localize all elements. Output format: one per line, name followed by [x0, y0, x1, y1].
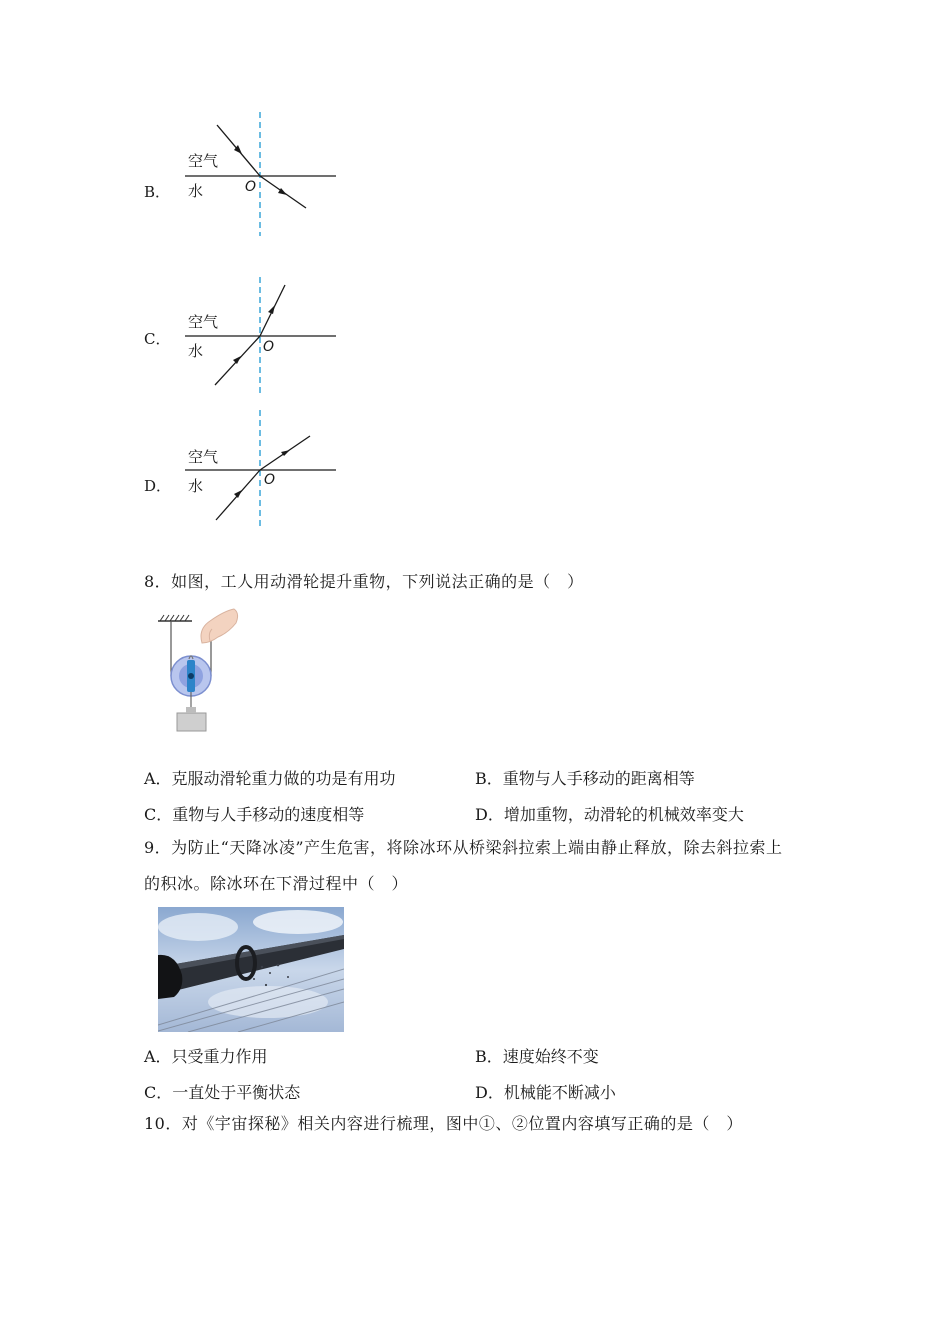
option-b-refraction-diagram [180, 110, 350, 240]
hand-icon [201, 609, 238, 643]
label-water: 水 [188, 342, 204, 360]
ice-removal-ring-photo [158, 907, 344, 1032]
label-water: 水 [188, 477, 204, 495]
arrow-icon [234, 490, 242, 498]
label-air: 空气 [188, 313, 219, 331]
q9-choice-a[interactable]: A．只受重力作用 [144, 1047, 268, 1066]
label-air: 空气 [188, 152, 219, 170]
label-water: 水 [188, 182, 204, 200]
q8-choice-b[interactable]: B．重物与人手移动的距离相等 [475, 769, 695, 788]
question-10-stem: 10．对《宇宙探秘》相关内容进行梳理，图中①、②位置内容填写正确的是（ ） [144, 1114, 743, 1133]
q8-choice-d[interactable]: D．增加重物，动滑轮的机械效率变大 [475, 805, 744, 824]
label-point: O [264, 472, 276, 488]
option-c-letter: C． [144, 330, 171, 348]
q8-choice-c[interactable]: C．重物与人手移动的速度相等 [144, 805, 365, 824]
option-b-letter: B． [144, 183, 171, 201]
q9-choice-d[interactable]: D．机械能不断减小 [475, 1083, 616, 1102]
option-c-refraction-diagram [180, 275, 350, 400]
label-point: O [245, 179, 257, 195]
question-9-stem-line-2: 的积冰。除冰环在下滑过程中（ ） [144, 874, 409, 893]
weight-block [177, 713, 206, 731]
option-d-letter: D． [144, 477, 172, 495]
label-air: 空气 [188, 448, 219, 466]
q9-choice-c[interactable]: C．一直处于平衡状态 [144, 1083, 301, 1102]
question-8-stem: 8．如图，工人用动滑轮提升重物，下列说法正确的是（ ） [144, 572, 584, 591]
arrow-icon [268, 305, 275, 314]
label-point: O [263, 339, 275, 355]
q9-choice-b[interactable]: B．速度始终不变 [475, 1047, 599, 1066]
question-9-stem-line-1: 9．为防止“天降冰凌”产生危害，将除冰环从桥梁斜拉索上端由静止释放，除去斜拉索上 [144, 838, 783, 857]
arrow-icon [233, 356, 241, 364]
movable-pulley-figure [150, 603, 245, 738]
option-d-refraction-diagram [180, 408, 350, 533]
q8-choice-a[interactable]: A．克服动滑轮重力做的功是有用功 [144, 769, 396, 788]
